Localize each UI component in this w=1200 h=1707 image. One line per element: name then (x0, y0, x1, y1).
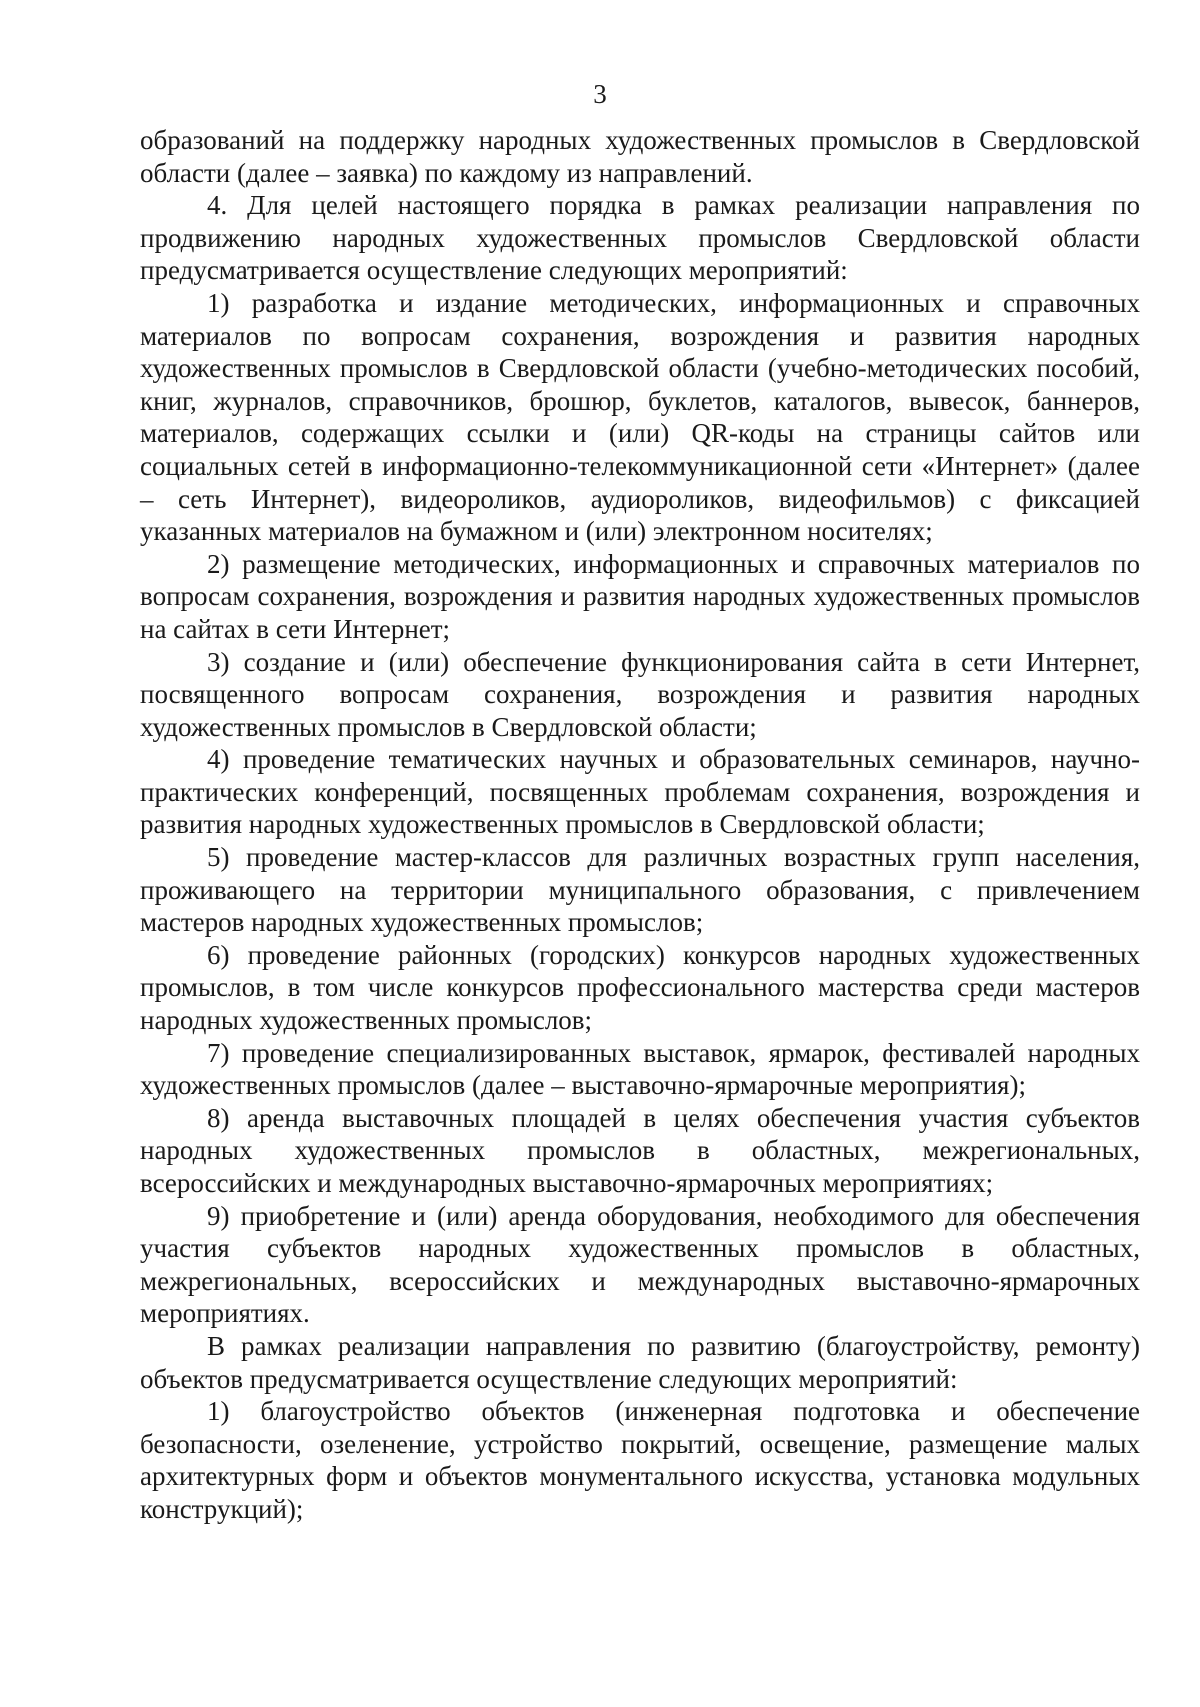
list-item-7: 7) проведение специализированных выставок, ярмарок, фестивалей народных художественных промыслов (далее – выставочно-ярмарочные мероприятия); (140, 1037, 1140, 1101)
page-number: 3 (593, 79, 607, 109)
document-body (140, 124, 1140, 1526)
list-item-6: 6) проведение районных (городских) конкурсов народных художественных промыслов, в том числе конкурсов профессионального мастерства среди мастеров народных художественных промыслов; (140, 939, 1140, 1036)
paragraph-item-4: 4. Для целей настоящего порядка в рамках реализации направления по продвижению народных художественных промыслов Свердловской области предусматривается осуществление следующих мероприятий: (140, 190, 1140, 286)
list-item-4: 4) проведение тематических научных и образовательных семинаров, научно-практических конференций, посвященных проблемам сохранения, возрождения и развития народных художественных промыслов в Свердловской области; (140, 744, 1140, 840)
list-item-3: 3) создание и (или) обеспечение функционирования сайта в сети Интернет, посвященного вопросам сохранения, возрождения и развития народных художественных промыслов в Свердловской области; (140, 646, 1140, 742)
list-item-8: 8) аренда выставочных площадей в целях обеспечения участия субъектов народных художественных промыслов в областных, межрегиональных, всероссийских и международных выставочно-ярмарочных мероприятиях; (140, 1102, 1140, 1198)
paragraph-objects-development: В рамках реализации направления по развитию (благоустройству, ремонту) объектов предусматривается осуществление следующих мероприятий: (140, 1330, 1140, 1394)
list-item-9: 9) приобретение и (или) аренда оборудования, необходимого для обеспечения участия субъектов народных художественных промыслов в областных, межрегиональных, всероссийских и международных выставочно-ярмарочных мероприятиях. (140, 1200, 1140, 1329)
paragraph-continuation: образований на поддержку народных художественных промыслов в Свердловской области (далее – заявка) по каждому из направлений. (140, 125, 1140, 188)
objects-list-item-1: 1) благоустройство объектов (инженерная подготовка и обеспечение безопасности, озеленение, устройство покрытий, освещение, размещение малых архитектурных форм и объектов монументального искусства, установка модульных конструкций); (140, 1396, 1140, 1524)
list-item-1: 1) разработка и издание методических, информационных и справочных материалов по вопросам сохранения, возрождения и развития народных художественных промыслов в Свердловской области (учебно-методических пособий, книг, журналов, справочников, брошюр, буклетов, каталогов, вывесок, баннеров, материалов, содержащих ссылки и (или) QR-коды на страницы сайтов или социальных сетей в информационно-телекоммуникационной сети «Интернет» (далее – сеть Интернет), видеороликов, аудиороликов, видеофильмов) с фиксацией указанных материалов на бумажном и (или) электронном носителях; (140, 287, 1140, 547)
list-item-2: 2) размещение методических, информационных и справочных материалов по вопросам сохранения, возрождения и развития народных художественных промыслов на сайтах в сети Интернет; (140, 548, 1140, 644)
list-item-5: 5) проведение мастер-классов для различных возрастных групп населения, проживающего на территории муниципального образования, с привлечением мастеров народных художественных промыслов; (140, 842, 1140, 938)
